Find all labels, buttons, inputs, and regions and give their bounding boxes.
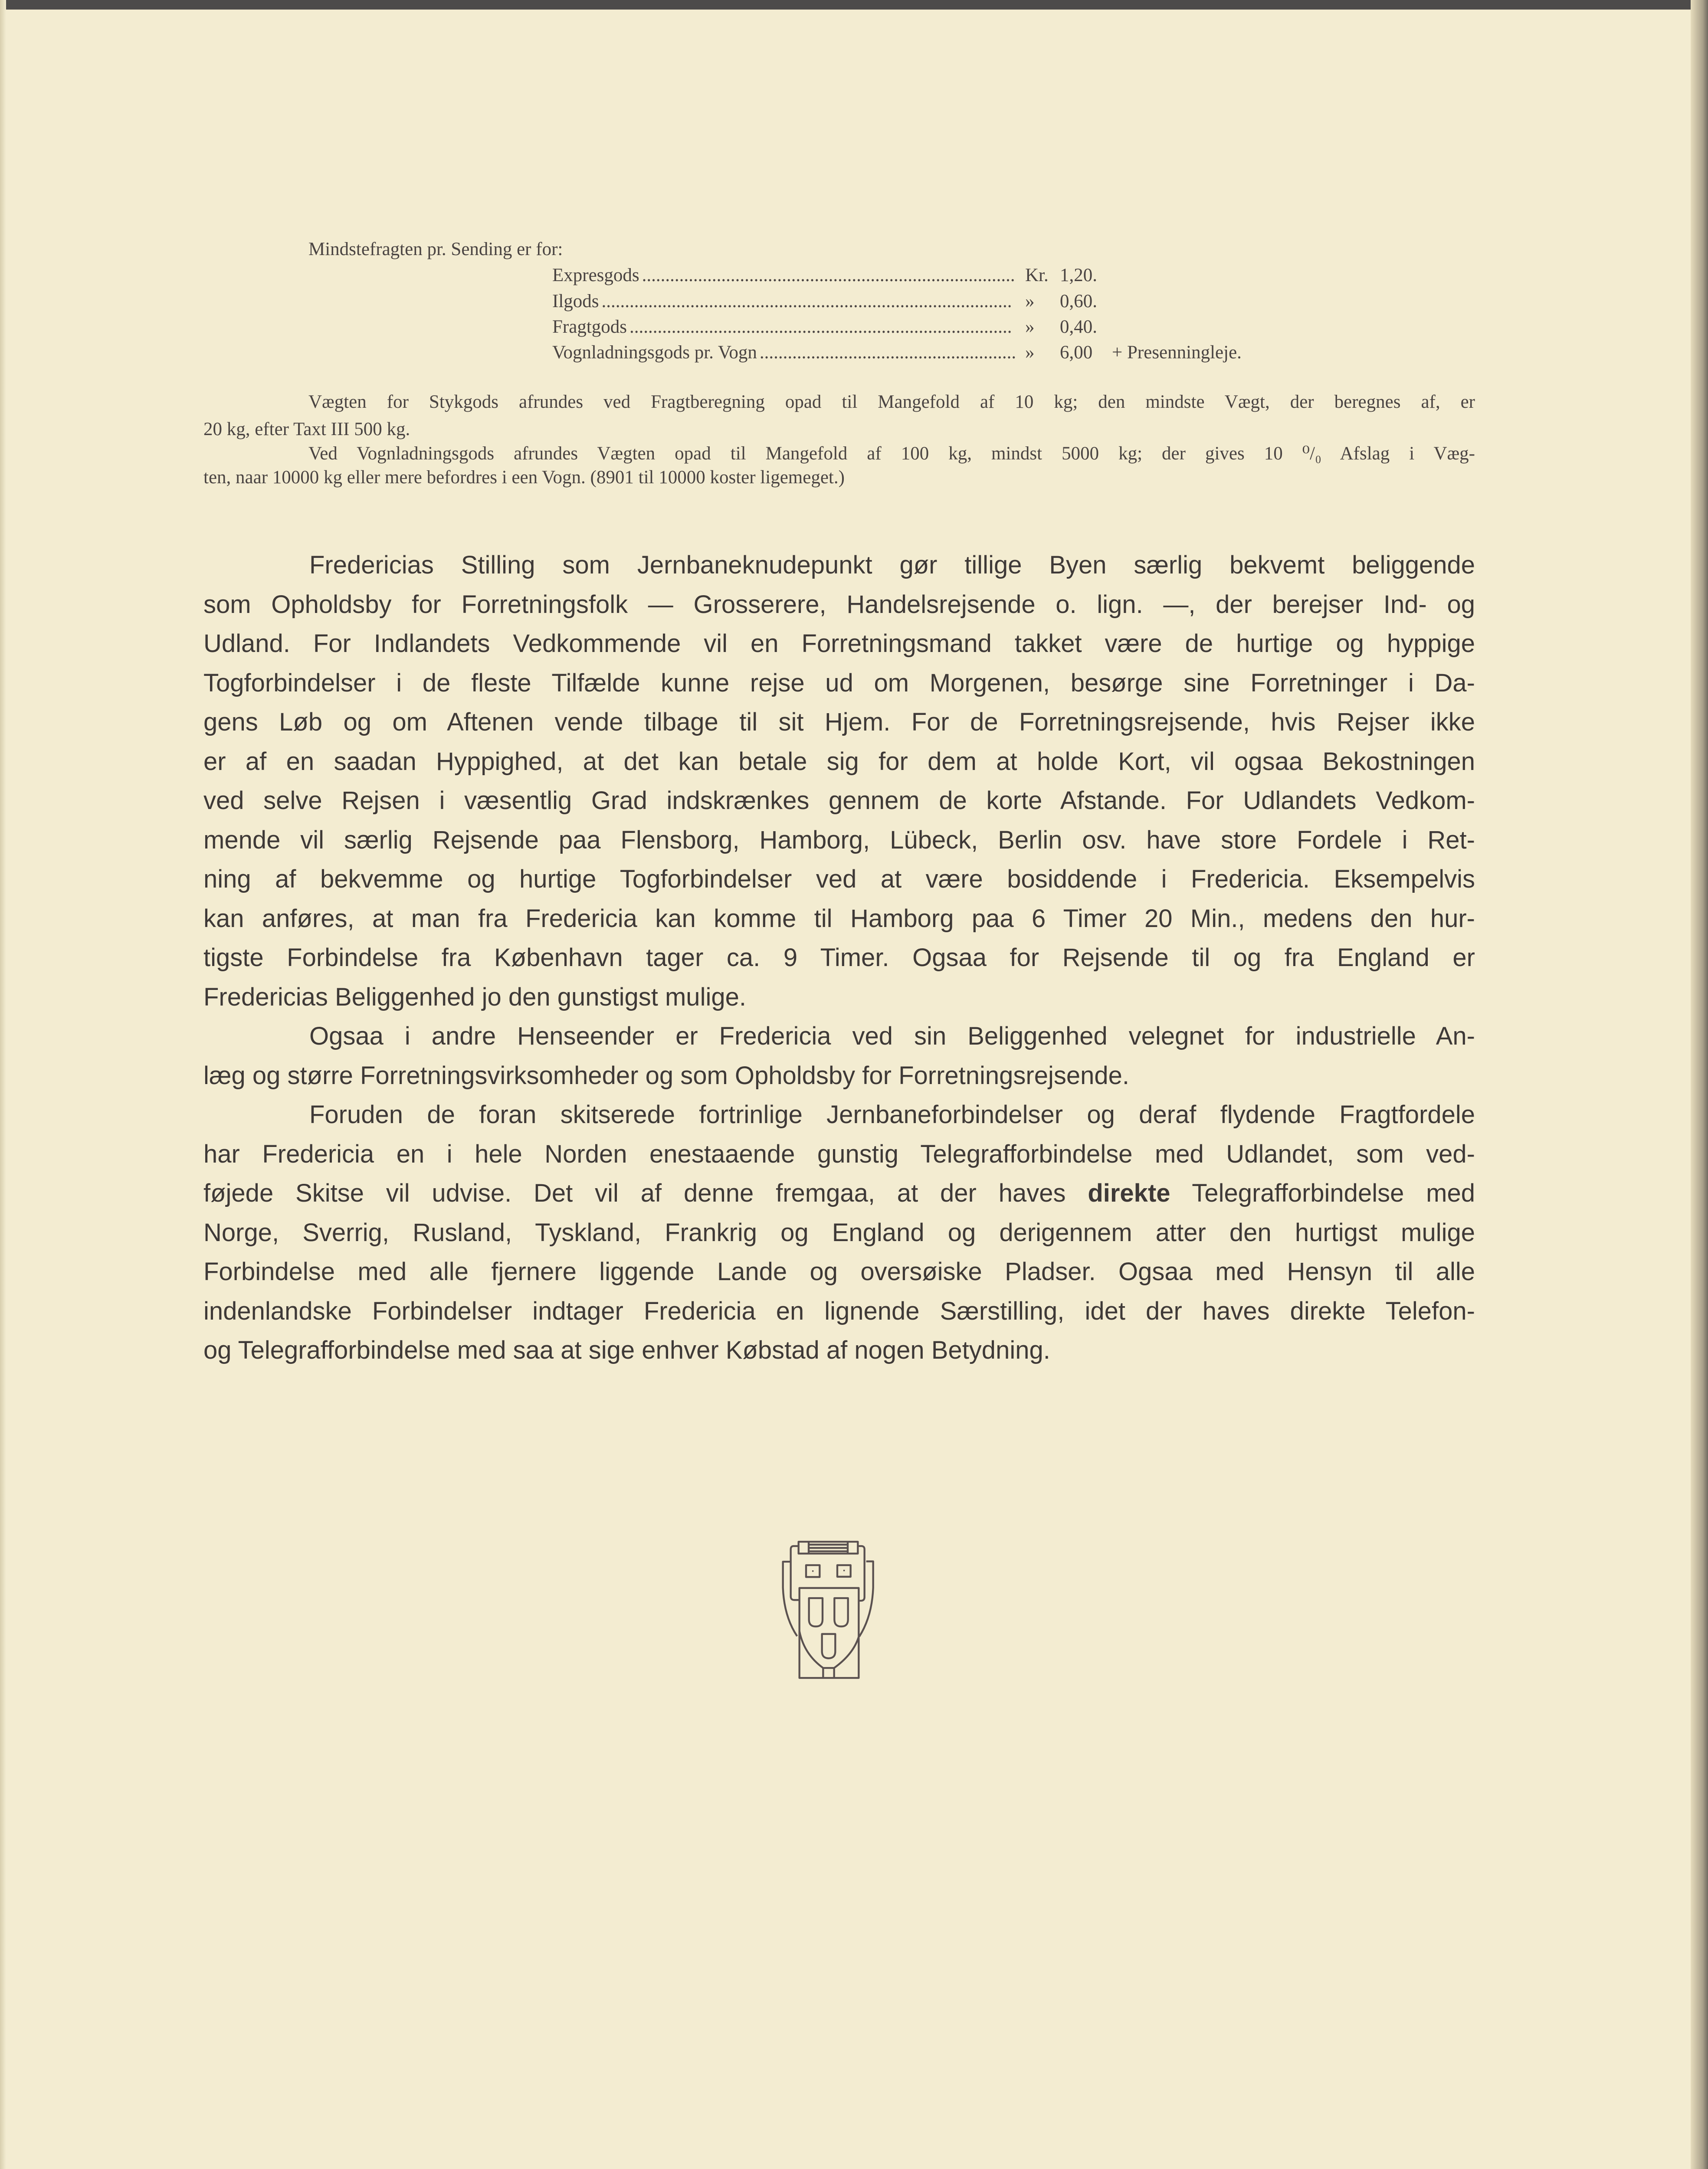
leader-dots: ....................................................... [759,342,1016,363]
rate-value: 0,40. [1060,317,1097,337]
body-line: Foruden de foran skitserede fortrinlige Jernbaneforbindelser og deraf flydende Fragtfordele [309,1101,1475,1129]
body-line: har Fredericia en i hele Norden enestaaende gunstig Telegrafforbindelse med Udlandet, som ved- [203,1140,1475,1168]
body-line: er af en saadan Hyppighed, at det kan betale sig for dem at holde Kort, vil ogsaa Bekostningen [203,747,1475,776]
body-text [203,546,1475,1370]
body-line: Togforbindelser i de fleste Tilfælde kunne rejse ud om Morgenen, besørge sine Forretninger i Da- [203,668,1475,697]
scan-top-edge [0,0,1708,10]
leader-dots: ................................................................................ [642,265,1015,285]
note-line: 20 kg, efter Taxt III 500 kg. [203,419,410,439]
rate-label: Ilgods [552,291,599,311]
rate-label-with-leader [552,341,1016,365]
leader-dots: ........................................................................................ [601,291,1012,311]
body-line: ved selve Rejsen i væsentlig Grad indskrænkes gennem de korte Afstande. For Udlandets Vedkom- [203,786,1475,815]
body-line: som Opholdsby for Forretningsfolk — Grosserere, Handelsrejsende o. lign. —, der berejser Ind- og [203,590,1475,619]
rate-value: 1,20. [1060,265,1097,285]
rate-label-with-leader [552,263,1015,288]
body-line: gens Løb og om Aftenen vende tilbage til sit Hjem. For de Forretningsrejsende, hvis Rejser ikke [203,708,1475,736]
body-line: Fredericias Beliggenhed jo den gunstigst mulige. [203,983,746,1011]
emblem-logo [759,1527,954,1709]
scan-right-edge [1691,0,1708,2169]
note-line: ten, naar 10000 kg eller mere befordres i een Vogn. (8901 til 10000 koster ligemeget.) [203,467,845,488]
body-line: Udland. For Indlandets Vedkommende vil en Forretningsmand takket være de hurtige og hyppige [203,629,1475,658]
body-line: Norge, Sverrig, Rusland, Tyskland, Frankrig og England og derigennem atter den hurtigst mulige [203,1218,1475,1247]
rate-unit: » [1025,291,1035,311]
rate-value: 0,60. [1060,291,1097,311]
rate-unit: » [1025,317,1035,337]
rate-unit: Kr. [1025,265,1049,285]
rate-label-with-leader [552,289,1012,314]
body-line: tigste Forbindelse fra København tager ca. 9 Timer. Ogsaa for Rejsende til og fra England er [203,944,1475,972]
note-line: Vægten for Stykgods afrundes ved Fragtberegning opad til Mangefold af 10 kg; den mindste Vægt, der beregnes af, er [308,392,1475,412]
body-line: og Telegrafforbindelse med saa at sige enhver Købstad af nogen Betydning. [203,1336,1050,1364]
rate-row [552,263,1246,288]
rate-value: 6,00 [1060,342,1093,363]
rate-row [552,341,1246,365]
rate-label: Vognladningsgods pr. Vogn [552,342,757,363]
body-line: Fredericias Stilling som Jernbaneknudepunkt gør tillige Byen særlig bekvemt beliggende [309,551,1475,579]
rate-label: Expresgods [552,265,639,285]
body-line: ning af bekvemme og hurtige Togforbindelser ved at være bosiddende i Fredericia. Eksempelvis [203,865,1475,893]
rates-heading: Mindstefragten pr. Sending er for: [308,239,563,259]
body-line: indenlandske Forbindelser indtager Fredericia en lignende Særstilling, idet der haves direkte Telefon- [203,1297,1475,1325]
note-line: Ved Vognladningsgods afrundes Vægten opad til Mangefold af 100 kg, mindst 5000 kg; der gives 10 ⁰/₀ Afslag i Væg- [308,443,1475,464]
rate-row [552,315,1246,339]
body-line: kan anføres, at man fra Fredericia kan komme til Hamborg paa 6 Timer 20 Min., medens den hur- [203,904,1475,933]
body-line: Ogsaa i andre Henseender er Fredericia ved sin Beliggenhed velegnet for industrielle An- [309,1022,1475,1050]
leader-dots: .................................................................................. [629,317,1012,337]
rate-extra: + Presenningleje. [1112,342,1242,363]
body-line: mende vil særlig Rejsende paa Flensborg, Hamborg, Lübeck, Berlin osv. have store Fordele i Ret- [203,826,1475,854]
rate-label: Fragtgods [552,317,627,337]
rate-unit: » [1025,342,1035,363]
emphasis-direkte: direkte [1088,1179,1170,1207]
body-line: læg og større Forretningsvirksomheder og som Opholdsby for Forretningsrejsende. [203,1061,1130,1090]
body-text-span: Telegrafforbindelse med [1170,1179,1475,1207]
rate-row [552,289,1246,314]
body-line [203,1174,1475,1213]
rate-label-with-leader [552,315,1012,339]
scan-left-edge [0,0,6,2169]
body-text-span: føjede Skitse vil udvise. Det vil af denne fremgaa, at der haves [203,1179,1088,1207]
body-line: Forbindelse med alle fjernere liggende Lande og oversøiske Pladser. Ogsaa med Hensyn til alle [203,1258,1475,1286]
